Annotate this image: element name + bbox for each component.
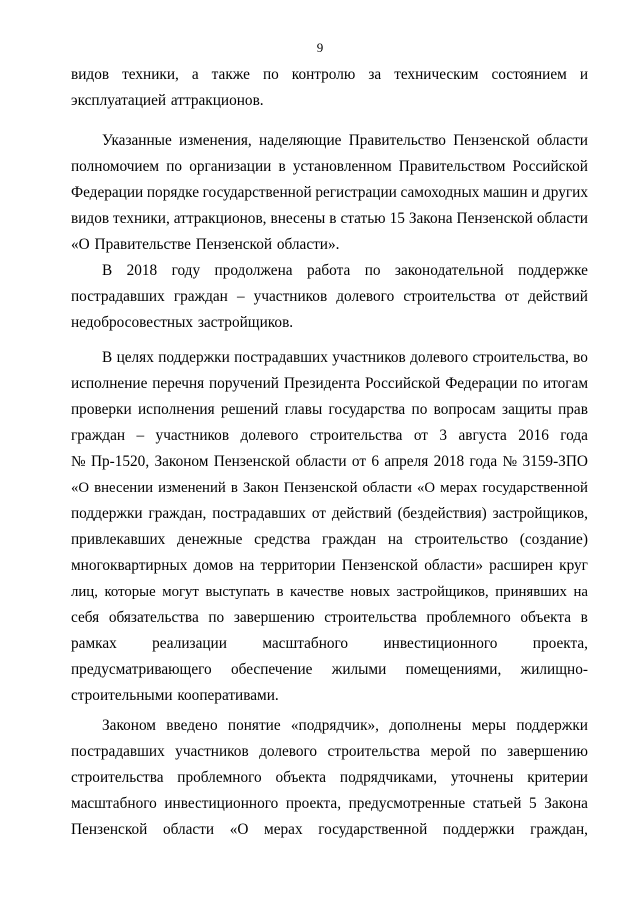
text-line: № Пр-1520, Законом Пензенской области от 6 апреля 2018 года № 3159-ЗПО <box>71 453 588 470</box>
text-line: пострадавших участников долевого строительства мерой по завершению <box>71 743 588 760</box>
text-line: «О внесении изменений в Закон Пензенской области «О мерах государственной <box>71 480 588 496</box>
paragraph <box>71 128 588 258</box>
text-line: Федерации порядке государственной регистрации самоходных машин и других <box>71 184 588 201</box>
paragraph <box>71 345 588 709</box>
text-line: Пензенской области «О мерах государственной поддержки граждан, <box>71 821 588 838</box>
paragraph <box>71 713 588 843</box>
text-line: пострадавших граждан – участников долевого строительства от действий <box>71 288 588 305</box>
text-line: граждан – участников долевого строительства от 3 августа 2016 года <box>71 427 588 444</box>
text-line: лиц, которые могут выступать в качестве новых застройщиков, принявших на <box>71 584 588 600</box>
paragraph <box>71 62 588 114</box>
text-line: предусматривающего обеспечение жилыми помещениями, жилищно- <box>71 661 588 678</box>
text-line: недобросовестных застройщиков. <box>71 314 294 331</box>
text-line: привлекавших денежные средства граждан на строительство (создание) <box>71 531 588 548</box>
text-line: видов техники, а также по контролю за техническим состоянием и <box>71 66 588 83</box>
text-line: «О Правительстве Пензенской области». <box>71 236 340 253</box>
text-line: полномочием по организации в установленном Правительством Российской <box>71 158 588 175</box>
text-line: Указанные изменения, наделяющие Правительство Пензенской области <box>102 132 588 149</box>
text-line: проверки исполнения решений главы государства по вопросам защиты прав <box>71 401 588 418</box>
text-line: видов техники, аттракционов, внесены в статью 15 Закона Пензенской области <box>71 210 588 227</box>
text-line: себя обязательства по завершению строительства проблемного объекта в <box>71 609 588 626</box>
text-line: эксплуатацией аттракционов. <box>71 92 264 109</box>
page-number: 9 <box>316 40 324 55</box>
text-line: рамках реализации масштабного инвестиционного проекта, <box>71 635 588 652</box>
text-line: исполнение перечня поручений Президента Российской Федерации по итогам <box>71 375 588 392</box>
text-line: многоквартирных домов на территории Пензенской области» расширен круг <box>71 557 588 574</box>
text-line: строительными кооперативами. <box>71 687 279 704</box>
text-line: Законом введено понятие «подрядчик», дополнены меры поддержки <box>102 717 588 734</box>
text-line: масштабного инвестиционного проекта, предусмотренные статьей 5 Закона <box>71 795 588 812</box>
text-line: В 2018 году продолжена работа по законодательной поддержке <box>102 262 588 279</box>
text-line: поддержки граждан, пострадавших от действий (бездействия) застройщиков, <box>71 505 588 522</box>
text-line: В целях поддержки пострадавших участников долевого строительства, во <box>102 349 588 366</box>
paragraph <box>71 258 588 336</box>
text-line: строительства проблемного объекта подрядчиками, уточнены критерии <box>71 769 588 786</box>
